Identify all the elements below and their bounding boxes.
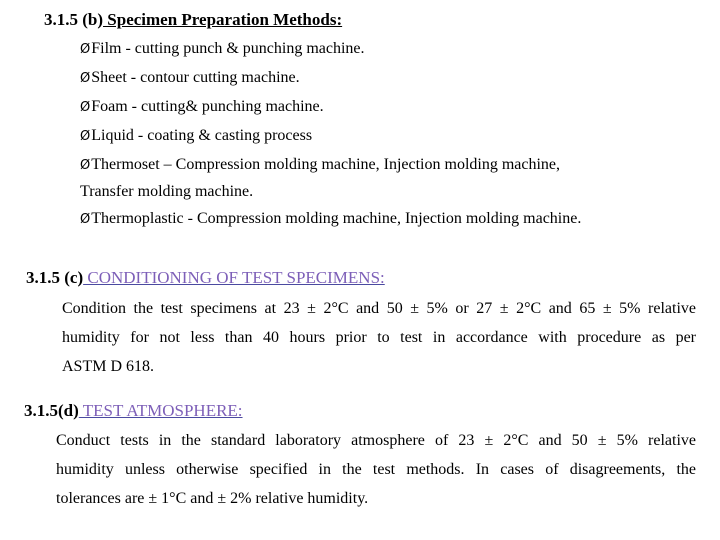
paragraph-line: Conduct tests in the standard laboratory atmosphere of 23 ± 2°C and 50 ± 5% relative	[56, 432, 696, 449]
bullet-item-text: Film - cutting punch & punching machine.	[91, 40, 365, 57]
paragraph-line: tolerances are ± 1°C and ± 2% relative humidity.	[56, 490, 369, 507]
bullet-item-foam	[80, 98, 324, 116]
section-b-title: Specimen Preparation Methods:	[103, 10, 343, 29]
section-d-heading	[24, 401, 243, 421]
bullet-item-text: Thermoplastic - Compression molding machine, Injection molding machine.	[91, 210, 582, 227]
section-b-heading	[44, 10, 342, 30]
arrow-bullet-icon: Ø	[80, 71, 91, 86]
bullet-item-text: Foam - cutting& punching machine.	[91, 98, 324, 115]
arrow-bullet-icon: Ø	[80, 100, 91, 115]
bullet-item-liquid	[80, 127, 312, 145]
section-d-number: 3.1.5(d)	[24, 401, 79, 420]
section-d-paragraph	[56, 426, 696, 513]
bullet-item-continuation	[80, 183, 253, 201]
paragraph-line: ASTM D 618.	[62, 358, 155, 375]
bullet-item-thermoset	[80, 156, 560, 174]
paragraph-line: Condition the test specimens at 23 ± 2°C and 50 ± 5% or 27 ± 2°C and 65 ± 5% relative	[62, 300, 696, 317]
paragraph-line: humidity unless otherwise specified in the test methods. In cases of disagreements, the	[56, 461, 696, 478]
bullet-item-sheet	[80, 69, 300, 87]
bullet-item-text: Thermoset – Compression molding machine, Injection molding machine,	[91, 156, 561, 173]
bullet-item-thermoplastic	[80, 210, 581, 228]
bullet-item-text: Transfer molding machine.	[80, 183, 254, 200]
bullet-item-text: Sheet - contour cutting machine.	[91, 69, 300, 86]
section-d-title: TEST ATMOSPHERE:	[78, 401, 243, 420]
arrow-bullet-icon: Ø	[80, 212, 91, 227]
arrow-bullet-icon: Ø	[80, 42, 91, 57]
bullet-item-text: Liquid - coating & casting process	[91, 127, 313, 144]
arrow-bullet-icon: Ø	[80, 129, 91, 144]
section-c-title: CONDITIONING OF TEST SPECIMENS:	[83, 268, 385, 287]
arrow-bullet-icon: Ø	[80, 158, 91, 173]
section-b-number: 3.1.5 (b)	[44, 10, 104, 29]
section-c-number: 3.1.5 (c)	[26, 268, 84, 287]
bullet-item-film	[80, 40, 365, 58]
section-c-heading	[26, 268, 385, 288]
section-c-paragraph	[62, 294, 696, 381]
paragraph-line: humidity for not less than 40 hours prior to test in accordance with procedure as per	[62, 329, 696, 346]
